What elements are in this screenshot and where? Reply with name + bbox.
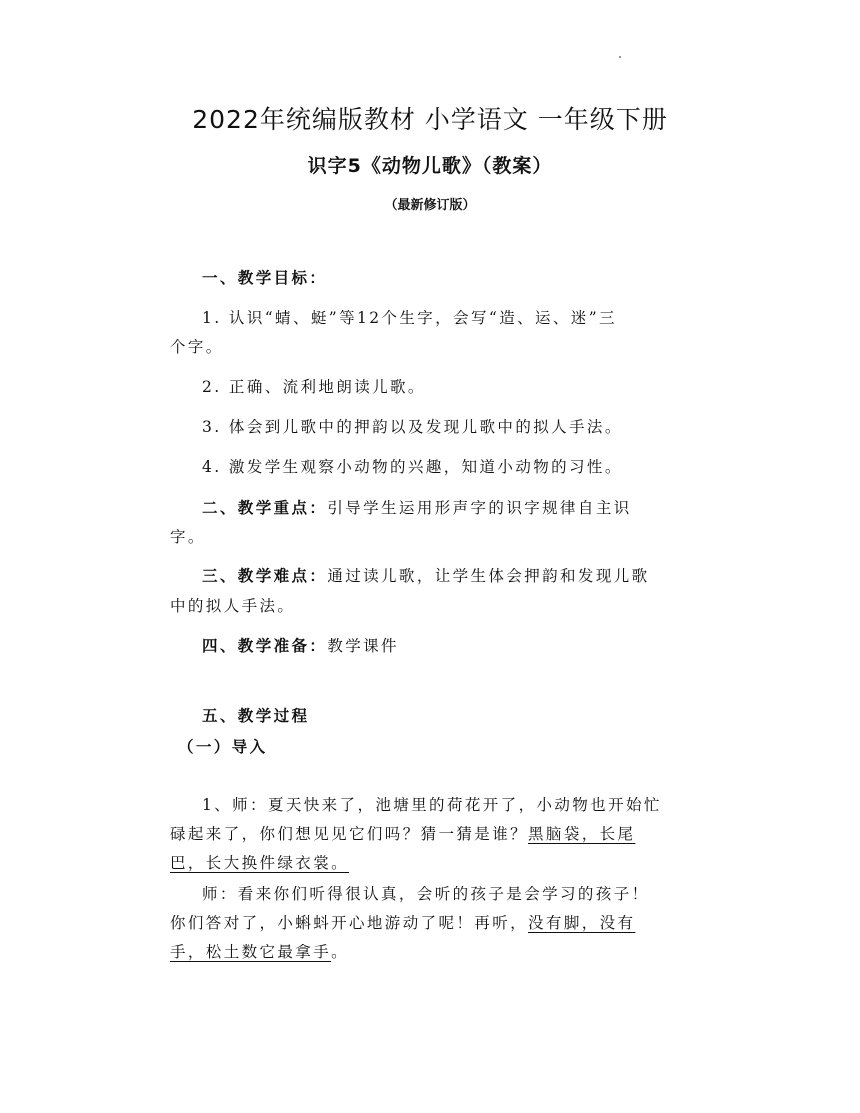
key-points-label: 二、教学重点： (202, 499, 328, 517)
intro-paragraph-2-line-1: 师：看来你们听得很认真，会听的孩子是会学习的孩子！ (202, 885, 650, 903)
preparation-text: 教学课件 (327, 637, 399, 655)
key-points-text: 引导学生运用形声字的识字规律自主识 (327, 499, 632, 517)
key-points-text-cont: 字。 (170, 528, 206, 546)
document-title: 2022年统编版教材 小学语文 一年级下册 (192, 105, 668, 134)
intro-text-2: 你们答对了，小蝌蚪开心地游动了呢！再听， (170, 914, 529, 932)
sentence-end: 。 (331, 943, 350, 961)
riddle-1-text-cont: 巴，长大换件绿衣裳。 (170, 854, 350, 872)
difficulties-text-cont: 中的拟人手法。 (170, 597, 296, 615)
goal-item-2: 2. 正确、流利地朗读儿歌。 (202, 378, 426, 396)
riddle-2-text: 没有脚，没有 (528, 914, 636, 932)
intro-paragraph-1-line-1: 1、师：夏天快来了，池塘里的荷花开了，小动物也开始忙 (202, 796, 662, 814)
goal-item-1-cont: 个字。 (170, 338, 224, 356)
preparation-label: 四、教学准备： (202, 637, 328, 655)
intro-heading: （一）导入 (178, 738, 268, 756)
lesson-title: 识字5《动物儿歌》（教案） (307, 155, 553, 177)
difficulties-text: 通过读儿歌，让学生体会押韵和发现儿歌 (327, 567, 650, 585)
goal-item-4: 4. 激发学生观察小动物的兴趣，知道小动物的习性。 (202, 458, 623, 476)
goal-item-1: 1. 认识“蜻、蜓”等12个生字，会写“造、运、迷”三 (202, 309, 617, 327)
intro-text: 碌起来了，你们想见见它们吗？猜一猜是谁？ (170, 825, 529, 843)
preparation-line (202, 634, 399, 656)
intro-paragraph-1-line-2 (170, 822, 635, 844)
goals-heading: 一、教学目标： (202, 269, 328, 287)
difficulties-label: 三、教学难点： (202, 567, 328, 585)
riddle-1-text: 黑脑袋，长尾 (528, 825, 636, 843)
key-points-line (202, 496, 632, 518)
edition-note: （最新修订版） (384, 198, 476, 213)
riddle-2-text-cont: 手，松土数它最拿手 (170, 943, 332, 961)
scan-dot (619, 56, 621, 58)
process-heading: 五、教学过程 (202, 707, 310, 725)
intro-paragraph-2-line-3 (170, 940, 349, 962)
intro-paragraph-2-line-2 (170, 911, 635, 933)
goal-item-3: 3. 体会到儿歌中的押韵以及发现儿歌中的拟人手法。 (202, 418, 623, 436)
difficulties-line (202, 564, 650, 586)
